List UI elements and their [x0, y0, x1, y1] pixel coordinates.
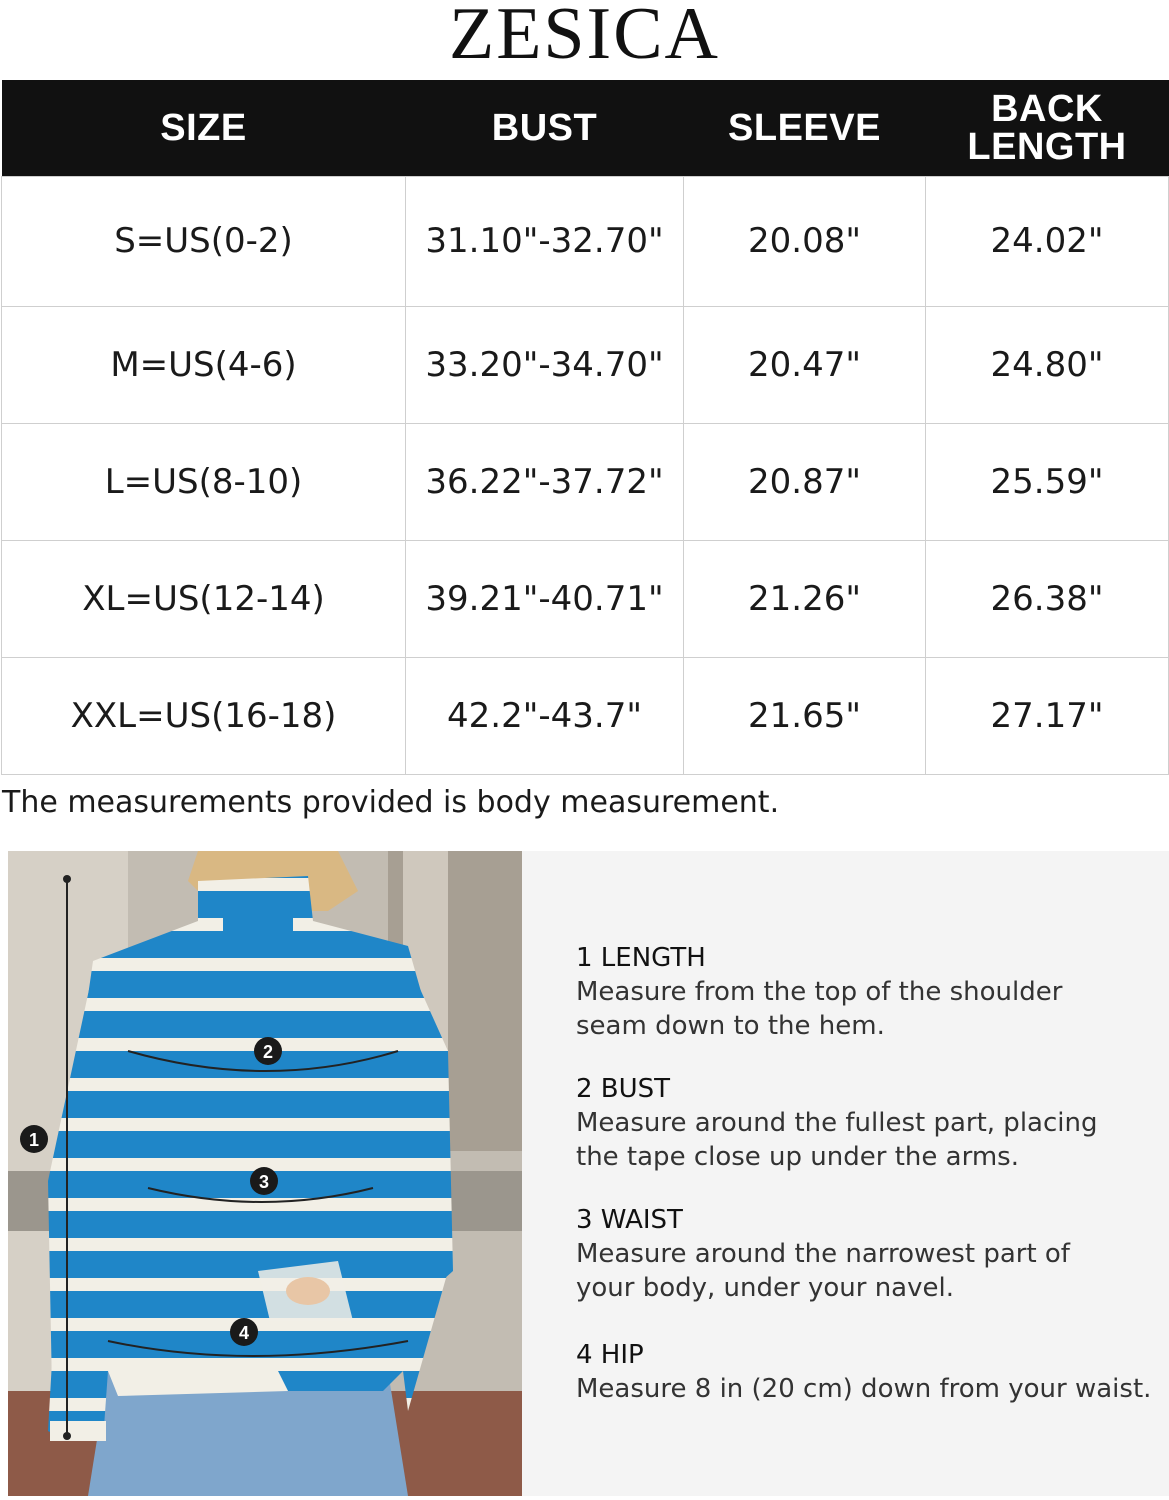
marker-waist: 3	[258, 1172, 270, 1192]
guide-bust-title: 2 BUST	[576, 1074, 671, 1104]
marker-length: 1	[28, 1130, 40, 1150]
guide-hip-text: Measure 8 in (20 cm) down from your waist.	[576, 1374, 1152, 1404]
model-photo	[8, 851, 522, 1496]
table-row	[2, 176, 1169, 306]
cell-bust: 42.2"-43.7"	[406, 657, 684, 774]
header-back-length: BACK LENGTH	[926, 80, 1169, 176]
guide-hip-title: 4 HIP	[576, 1340, 644, 1370]
cell-size: S=US(0-2)	[2, 176, 406, 306]
cell-sleeve: 21.65"	[684, 657, 926, 774]
cell-size: L=US(8-10)	[2, 423, 406, 540]
table-row	[2, 423, 1169, 540]
cell-back-length: 27.17"	[926, 657, 1169, 774]
cell-bust: 39.21"-40.71"	[406, 540, 684, 657]
guide-waist-text: Measure around the narrowest part of your body, under your navel.	[576, 1239, 1070, 1303]
measurement-guide	[522, 851, 1169, 1496]
size-chart-table	[1, 80, 1169, 775]
table-header-row	[2, 80, 1169, 176]
brand-logo: ZESICA	[449, 0, 720, 75]
cell-back-length: 26.38"	[926, 540, 1169, 657]
header-bust: BUST	[406, 80, 684, 176]
cell-back-length: 25.59"	[926, 423, 1169, 540]
cell-sleeve: 20.87"	[684, 423, 926, 540]
guide-length	[576, 941, 1156, 1043]
measurement-note: The measurements provided is body measurement.	[2, 785, 780, 820]
marker-bust: 2	[262, 1042, 274, 1062]
cell-size: XXL=US(16-18)	[2, 657, 406, 774]
header-size: SIZE	[2, 80, 406, 176]
cell-sleeve: 20.08"	[684, 176, 926, 306]
cell-bust: 31.10"-32.70"	[406, 176, 684, 306]
guide-waist	[576, 1203, 1156, 1305]
table-row	[2, 657, 1169, 774]
cell-back-length: 24.02"	[926, 176, 1169, 306]
cell-back-length: 24.80"	[926, 306, 1169, 423]
table-row	[2, 306, 1169, 423]
cell-sleeve: 21.26"	[684, 540, 926, 657]
marker-hip: 4	[238, 1323, 250, 1343]
cell-size: XL=US(12-14)	[2, 540, 406, 657]
table-row	[2, 540, 1169, 657]
cell-bust: 36.22"-37.72"	[406, 423, 684, 540]
cell-bust: 33.20"-34.70"	[406, 306, 684, 423]
cell-sleeve: 20.47"	[684, 306, 926, 423]
guide-hip	[576, 1338, 1156, 1406]
cell-size: M=US(4-6)	[2, 306, 406, 423]
guide-bust-text: Measure around the fullest part, placing the tape close up under the arms.	[576, 1108, 1098, 1172]
guide-length-text: Measure from the top of the shoulder seam down to the hem.	[576, 977, 1063, 1041]
guide-length-title: 1 LENGTH	[576, 943, 706, 973]
guide-bust	[576, 1072, 1156, 1174]
guide-waist-title: 3 WAIST	[576, 1205, 683, 1235]
header-sleeve: SLEEVE	[684, 80, 926, 176]
